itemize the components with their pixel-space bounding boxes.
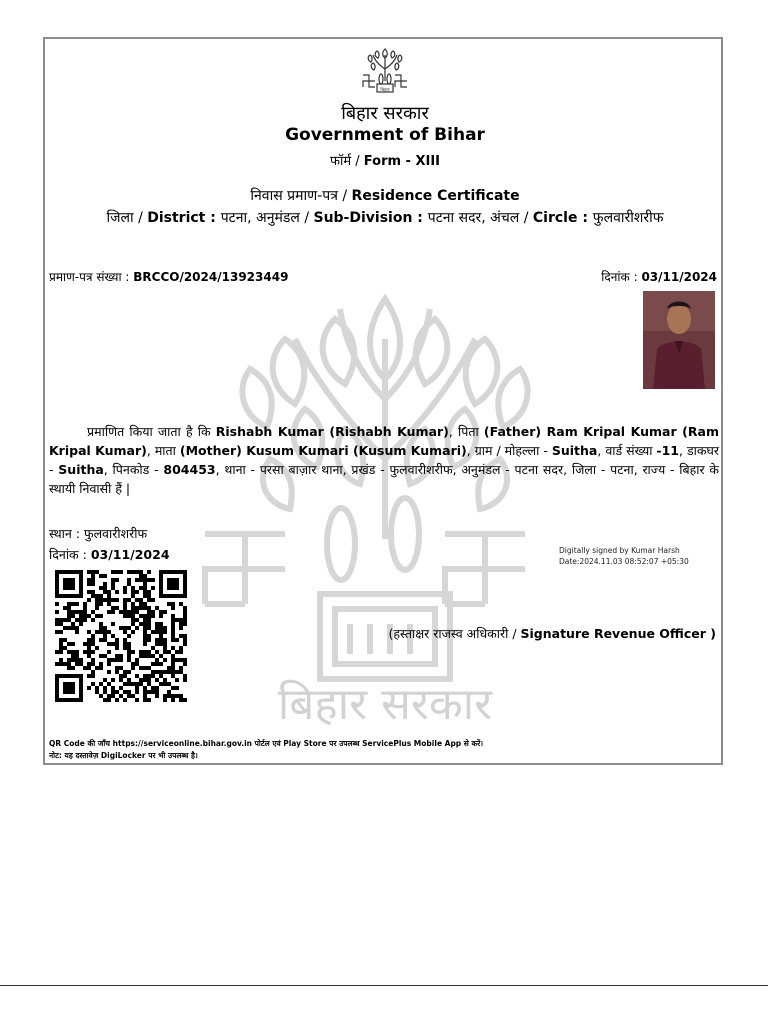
digilocker-note: नोट: यह दस्तावेज़ DigiLocker पर भी उपलब्ध है। <box>49 751 198 760</box>
certificate-title-english: Residence Certificate <box>351 188 520 204</box>
page-divider <box>0 985 768 986</box>
watermark-text: बिहार सरकार <box>277 679 493 730</box>
certificate-page <box>43 37 723 765</box>
ward-number: -11 <box>656 443 680 458</box>
bihar-emblem-icon <box>355 39 415 99</box>
applicant-photo <box>643 291 715 389</box>
subdivision-label-hindi: अनुमंडल / <box>256 210 314 226</box>
signature-officer-english: Signature Revenue Officer ) <box>520 626 716 641</box>
government-title-hindi: बिहार सरकार <box>341 103 429 124</box>
certificate-title-hindi: निवास प्रमाण-पत्र / <box>250 188 352 204</box>
body-text-3: , माता <box>146 443 180 458</box>
certificate-date-value: 03/11/2024 <box>641 270 717 284</box>
signature-officer-hindi: (हस्ताक्षर राजस्व अधिकारी / <box>388 626 521 641</box>
district-label-hindi: जिला / <box>106 210 148 226</box>
applicant-name: Rishabh Kumar (Rishabh Kumar) <box>215 424 449 439</box>
circle-label-english: Circle : <box>532 210 593 226</box>
body-text-1: प्रमाणित किया जाता है कि <box>87 424 216 439</box>
form-number <box>45 151 723 169</box>
pincode: 804453 <box>163 462 216 477</box>
post-office: Suitha <box>58 462 104 477</box>
subdivision-value: पटना सदर, <box>427 210 491 226</box>
body-text-6: , डाकघर - <box>49 443 719 477</box>
emblem-caption: बिहार <box>380 88 390 93</box>
village: Suitha <box>551 443 598 458</box>
issue-date <box>49 546 170 563</box>
body-text-5: , वार्ड संख्या <box>597 443 657 458</box>
certificate-number-value: BRCCO/2024/13923449 <box>133 270 289 284</box>
signature-officer <box>388 625 716 642</box>
circle-label-hindi: अंचल / <box>490 210 533 226</box>
certificate-date <box>601 268 717 285</box>
qr-verification-note: QR Code की जाँच https://serviceonline.bihar.gov.in पोर्टल एवं Play Store पर उपलब्ध ServicePlus Mobile App से करें। <box>49 739 484 748</box>
digital-signature-date: Date:2024.11.03 08:52:07 +05:30 <box>559 557 689 566</box>
jurisdiction-line <box>45 208 723 227</box>
subdivision-label-english: Sub-Division : <box>313 210 428 226</box>
circle-value: फुलवारीशरीफ <box>592 210 664 226</box>
certificate-title <box>45 186 723 205</box>
issue-place-label: स्थान : <box>49 526 84 541</box>
district-value: पटना, <box>220 210 257 226</box>
form-label-hindi: फॉर्म / <box>329 154 364 169</box>
form-label-english: Form - XIII <box>363 154 441 169</box>
body-text-4: , ग्राम / मोहल्ला - <box>466 443 552 458</box>
government-title-english: Government of Bihar <box>285 125 485 145</box>
mother-name: (Mother) Kusum Kumari (Kusum Kumari) <box>179 443 467 458</box>
certificate-body <box>49 422 719 498</box>
issue-place <box>49 525 147 542</box>
body-text-2: , पिता <box>448 424 484 439</box>
certificate-number-label: प्रमाण-पत्र संख्या : <box>49 270 134 284</box>
qr-code[interactable] <box>53 568 189 706</box>
issue-date-value: 03/11/2024 <box>90 547 170 562</box>
district-label-english: District : <box>147 210 221 226</box>
body-text-7: , पिनकोड - <box>103 462 164 477</box>
digital-signature <box>559 545 689 567</box>
digital-signature-signer: Digitally signed by Kumar Harsh <box>559 546 680 555</box>
issue-place-value: फुलवारीशरीफ <box>83 526 148 541</box>
father-name: (Father) Ram Kripal Kumar (Ram Kripal Kumar) <box>49 424 719 458</box>
certificate-number <box>49 268 288 285</box>
issue-date-label: दिनांक : <box>49 547 91 562</box>
body-text-8: , थाना - परसा बाज़ार थाना, प्रखंड - फुलवारीशरीफ, अनुमंडल - पटना सदर, जिला - पटना, राज्य - बिहार के स्थायी निवासी हैं | <box>49 462 719 496</box>
certificate-date-label: दिनांक : <box>601 270 642 284</box>
